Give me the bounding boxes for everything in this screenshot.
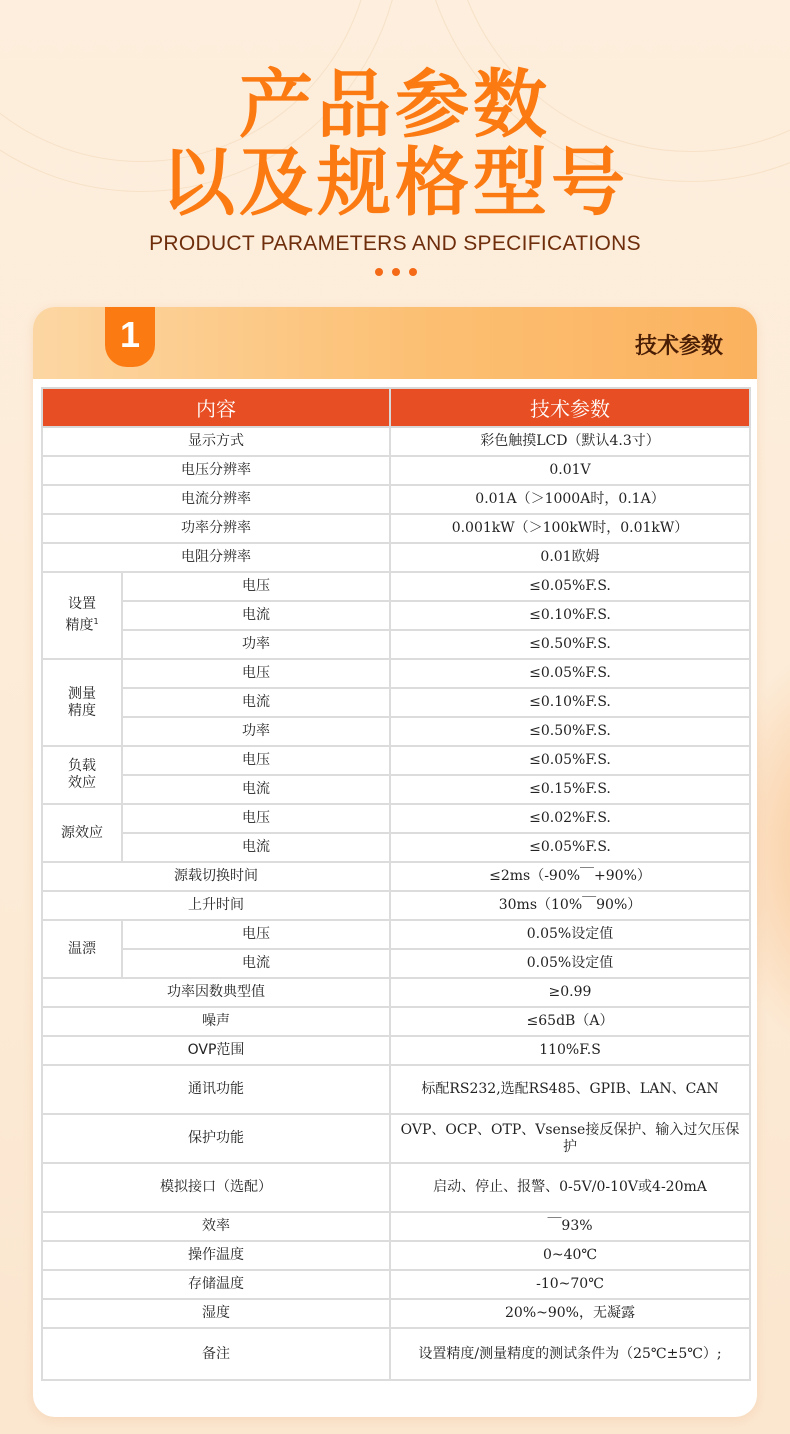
sub-label: 功率 (122, 717, 390, 746)
table-row (42, 427, 750, 456)
group-label-load-effect (42, 746, 122, 804)
row-value: 标配RS232,选配RS485、GPIB、LAN、CAN (390, 1065, 750, 1114)
row-value: 0.01A（＞1000A时，0.1A） (390, 485, 750, 514)
group-label-source-effect: 源效应 (42, 804, 122, 862)
group-label-line: 效应 (68, 775, 96, 791)
row-value: 启动、停止、报警、0-5V/0-10V或4-20mA (390, 1163, 750, 1212)
row-label: 效率 (42, 1212, 390, 1241)
row-value: ≤65dB（A） (390, 1007, 750, 1036)
sub-label: 电流 (122, 833, 390, 862)
table-row (42, 949, 750, 978)
row-label: 电流分辨率 (42, 485, 390, 514)
row-label: 存储温度 (42, 1270, 390, 1299)
row-value: 彩色触摸LCD（默认4.3寸） (390, 427, 750, 456)
table-header-row (42, 388, 750, 427)
group-label-line: 测量 (68, 685, 96, 702)
spec-table (41, 387, 751, 1381)
row-value: 0.05%设定值 (390, 920, 750, 949)
group-label-line: 设置 (68, 596, 96, 613)
dot (375, 268, 383, 276)
sub-label: 电压 (122, 920, 390, 949)
row-value: ≤0.10%F.S. (390, 688, 750, 717)
row-value: ≤0.05%F.S. (390, 833, 750, 862)
group-label-line: 精度 (65, 617, 94, 634)
table-row (42, 1328, 750, 1380)
card-header (33, 307, 757, 379)
table-row (42, 1163, 750, 1212)
row-value: ￣93% (390, 1212, 750, 1241)
row-label: 模拟接口（选配） (42, 1163, 390, 1212)
decorative-dots (375, 268, 417, 278)
table-row (42, 1114, 750, 1163)
table-row (42, 659, 750, 688)
table-row (42, 630, 750, 659)
row-label: 功率分辨率 (42, 514, 390, 543)
table-row (42, 1299, 750, 1328)
row-value: ≤0.05%F.S. (390, 572, 750, 601)
table-row (42, 862, 750, 891)
row-value: 30ms（10%￣90%） (390, 891, 750, 920)
sub-label: 功率 (122, 630, 390, 659)
row-value: ≤0.05%F.S. (390, 746, 750, 775)
table-row (42, 485, 750, 514)
row-label: 备注 (42, 1328, 390, 1380)
group-label-temp-drift: 温漂 (42, 920, 122, 978)
row-value: ≤0.05%F.S. (390, 659, 750, 688)
row-value: -10~70℃ (390, 1270, 750, 1299)
row-value: ≥0.99 (390, 978, 750, 1007)
row-value: 设置精度/测量精度的测试条件为（25℃±5℃）; (390, 1328, 750, 1380)
table-row (42, 833, 750, 862)
table-row (42, 775, 750, 804)
footnote-marker: 1 (93, 617, 99, 627)
sub-label: 电压 (122, 659, 390, 688)
table-row (42, 1241, 750, 1270)
table-row (42, 1036, 750, 1065)
row-label: 功率因数典型值 (42, 978, 390, 1007)
row-label: 湿度 (42, 1299, 390, 1328)
sub-label: 电流 (122, 601, 390, 630)
table-row (42, 601, 750, 630)
sub-label: 电压 (122, 746, 390, 775)
dot (409, 268, 417, 276)
sub-label: 电流 (122, 688, 390, 717)
table-row (42, 717, 750, 746)
row-value: 20%~90%，无凝露 (390, 1299, 750, 1328)
group-label-line: 精度 (68, 702, 96, 719)
row-value: ≤0.02%F.S. (390, 804, 750, 833)
row-value: 110%F.S (390, 1036, 750, 1065)
table-row (42, 543, 750, 572)
row-label: OVP范围 (42, 1036, 390, 1065)
table-row (42, 514, 750, 543)
row-value: 0.01欧姆 (390, 543, 750, 572)
dot (392, 268, 400, 276)
row-label: 上升时间 (42, 891, 390, 920)
row-value: ≤0.10%F.S. (390, 601, 750, 630)
table-row (42, 1212, 750, 1241)
sub-label: 电流 (122, 775, 390, 804)
table-row (42, 804, 750, 833)
row-value: 0.05%设定值 (390, 949, 750, 978)
row-label: 电阻分辨率 (42, 543, 390, 572)
row-value: 0.01V (390, 456, 750, 485)
row-value: OVP、OCP、OTP、Vsense接反保护、输入过欠压保护 (390, 1114, 750, 1163)
header-specs: 技术参数 (390, 388, 750, 427)
sub-label: 电流 (122, 949, 390, 978)
group-label-set-accuracy (42, 572, 122, 659)
row-label: 保护功能 (42, 1114, 390, 1163)
header-content: 内容 (42, 388, 390, 427)
group-label-line: 负载 (68, 758, 96, 774)
row-label: 源载切换时间 (42, 862, 390, 891)
row-label: 电压分辨率 (42, 456, 390, 485)
table-row (42, 456, 750, 485)
row-label: 操作温度 (42, 1241, 390, 1270)
page-title-line-2: 以及规格型号 (161, 140, 629, 226)
section-title: 技术参数 (634, 334, 723, 359)
table-row (42, 572, 750, 601)
row-value: ≤0.15%F.S. (390, 775, 750, 804)
table-row (42, 920, 750, 949)
row-label: 通讯功能 (42, 1065, 390, 1114)
page-title-line-1: 产品参数 (239, 62, 551, 148)
table-row (42, 1270, 750, 1299)
row-value: 0.001kW（＞100kW时，0.01kW） (390, 514, 750, 543)
row-label: 噪声 (42, 1007, 390, 1036)
row-value: ≤0.50%F.S. (390, 630, 750, 659)
table-row (42, 746, 750, 775)
group-label-measure-accuracy (42, 659, 122, 746)
table-row (42, 891, 750, 920)
table-row (42, 1065, 750, 1114)
row-value: ≤2ms（-90%￣+90%） (390, 862, 750, 891)
sub-label: 电压 (122, 804, 390, 833)
section-number-badge: 1 (105, 307, 155, 367)
row-value: 0~40℃ (390, 1241, 750, 1270)
row-label: 显示方式 (42, 427, 390, 456)
spec-card (33, 307, 757, 1417)
table-row (42, 978, 750, 1007)
sub-label: 电压 (122, 572, 390, 601)
row-value: ≤0.50%F.S. (390, 717, 750, 746)
page-subtitle: PRODUCT PARAMETERS AND SPECIFICATIONS (149, 232, 641, 255)
table-row (42, 688, 750, 717)
table-row (42, 1007, 750, 1036)
